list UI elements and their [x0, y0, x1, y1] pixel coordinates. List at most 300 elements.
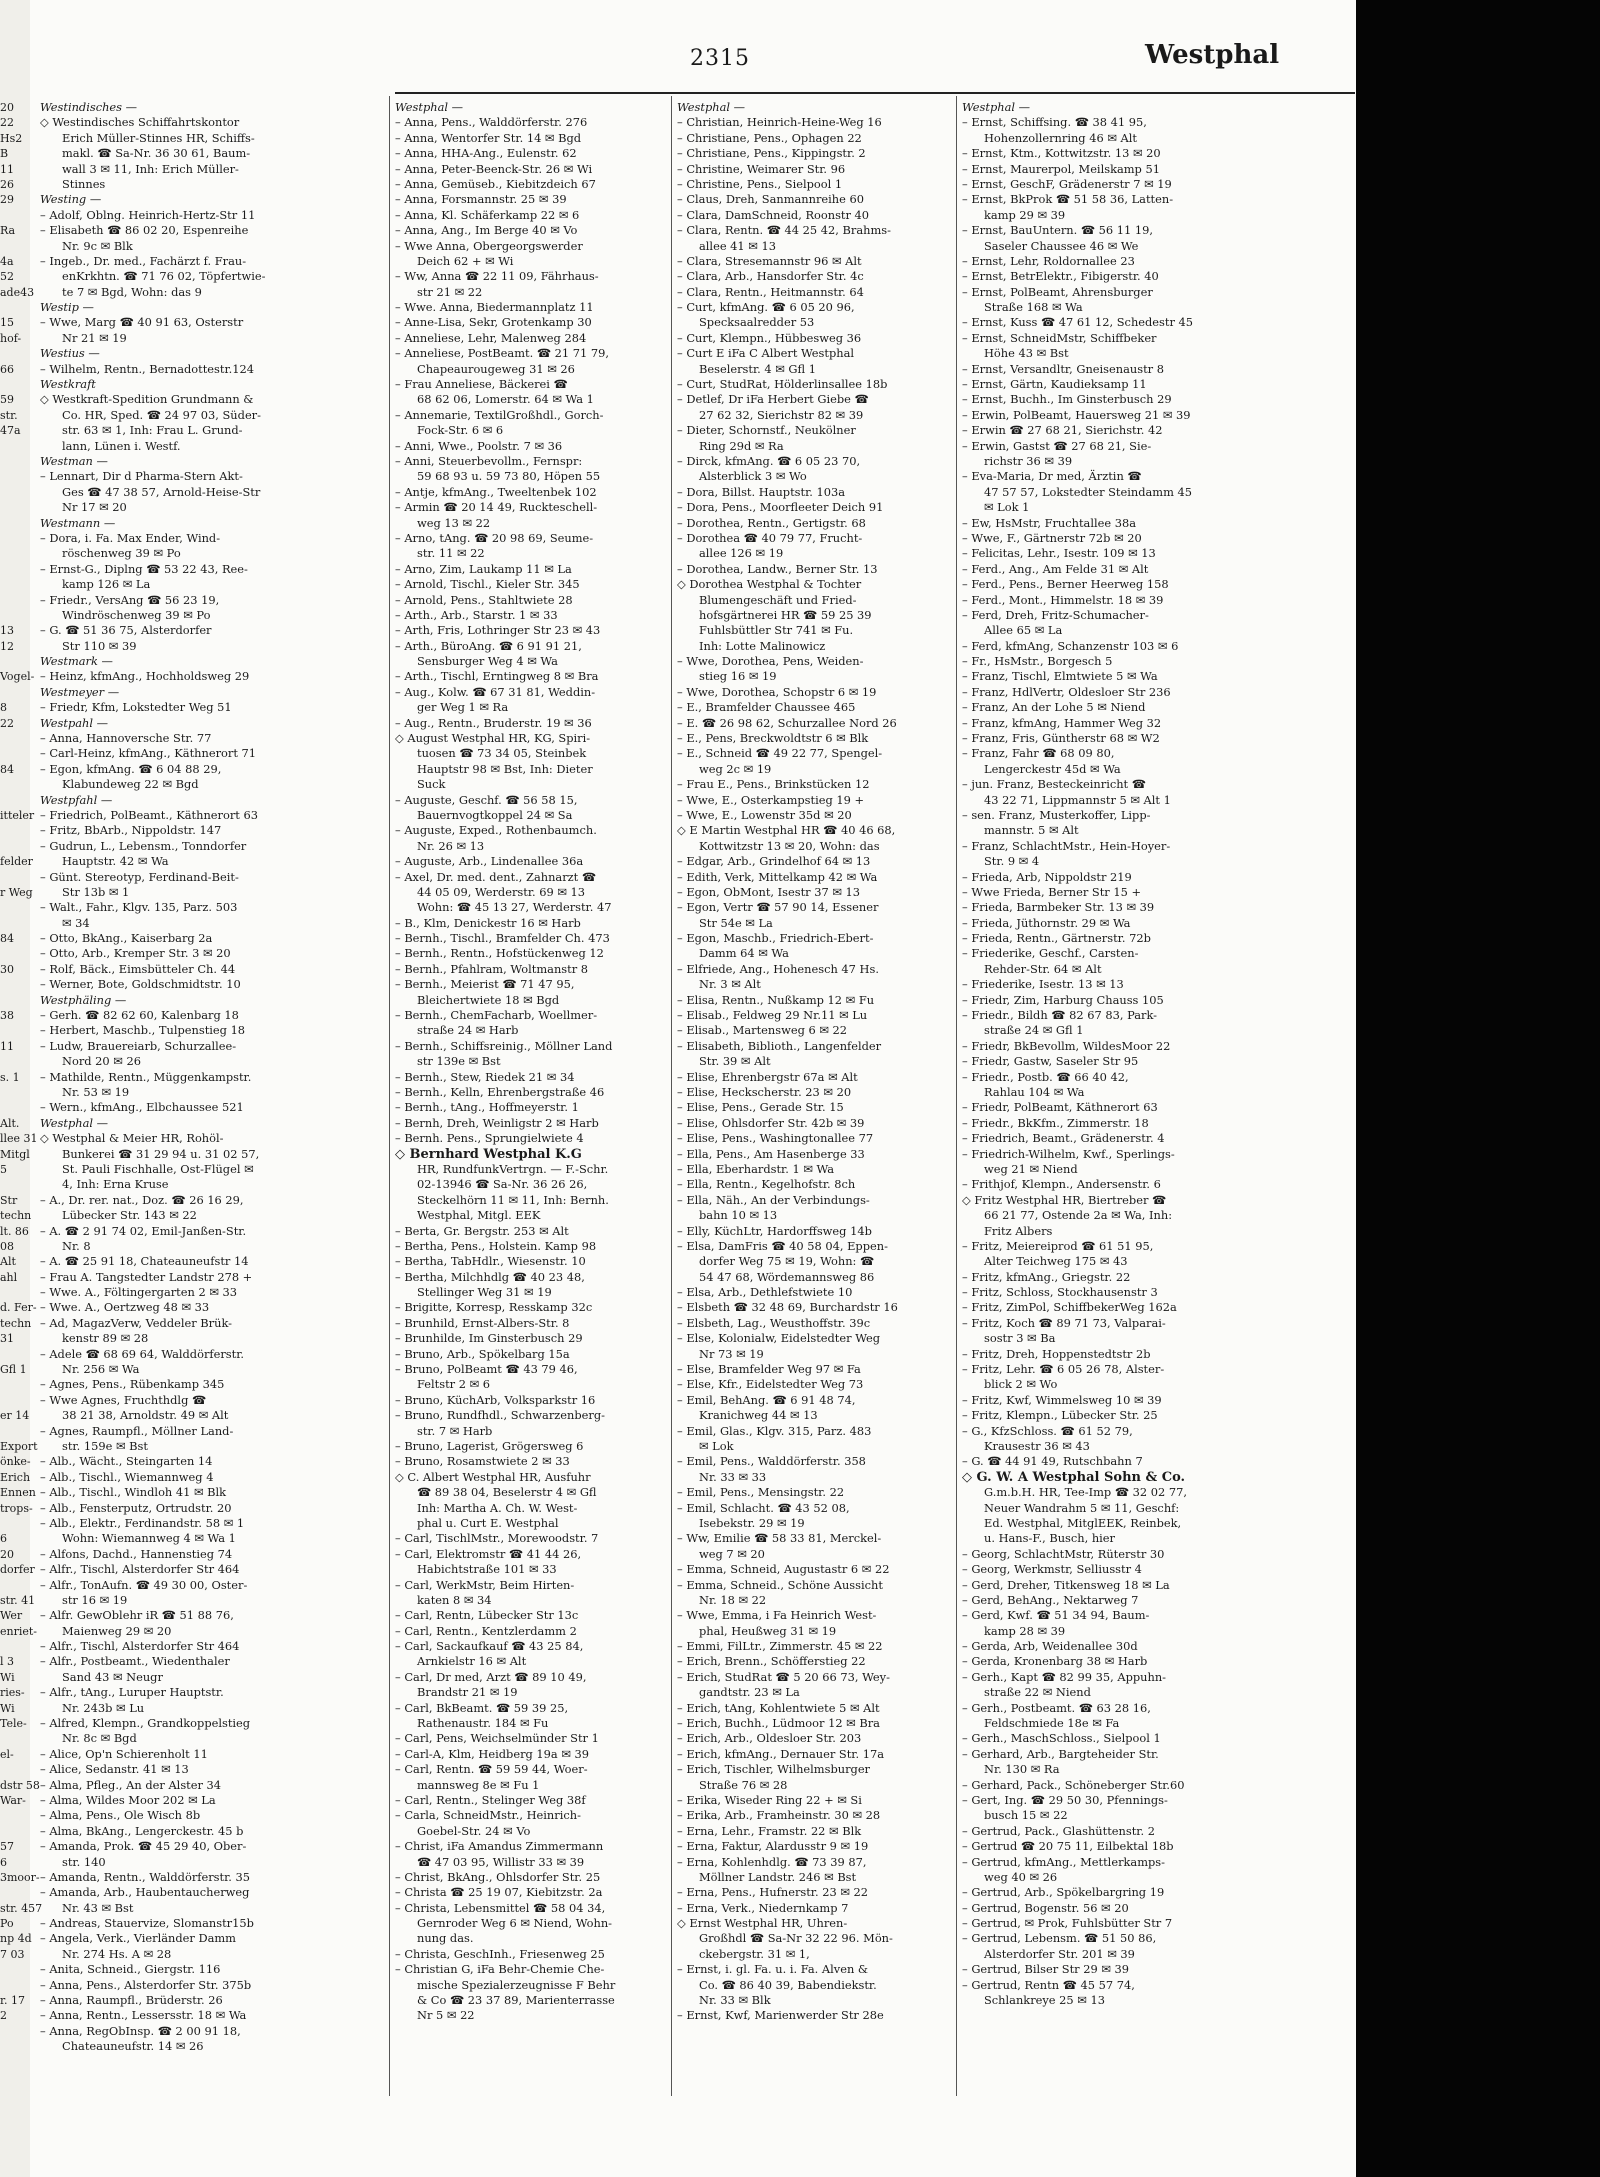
- directory-entry-line: – Christian G, iFa Behr-Chemie Che-: [395, 1962, 605, 1977]
- gutter-fragment: 4a: [0, 254, 14, 268]
- directory-entry-line: – A., Dr. rer. nat., Doz. ☎ 26 16 29,: [40, 1192, 244, 1207]
- directory-entry-line: phal, Heußweg 31 ✉ 19: [699, 1623, 837, 1638]
- directory-entry-line: Nr 21 ✉ 19: [62, 330, 127, 345]
- directory-entry-line: allee 126 ✉ 19: [699, 546, 784, 561]
- directory-entry-line: – Erich, Buchh., Lüdmoor 12 ✉ Bra: [677, 1716, 880, 1731]
- surname-heading: Westkraft: [40, 377, 96, 392]
- directory-entry-line: – Alfons, Dachd., Hannenstieg 74: [40, 1546, 233, 1561]
- directory-entry-line: – Else, Kolonialw, Eidelstedter Weg: [677, 1331, 880, 1346]
- directory-entry-line: – Ww, Emilie ☎ 58 33 81, Merckel-: [677, 1531, 882, 1546]
- directory-entry-line: – Bernh., Pfahlram, Woltmanstr 8: [395, 961, 589, 976]
- directory-entry-line: Straße 76 ✉ 28: [699, 1777, 788, 1792]
- gutter-fragment: Wer: [0, 1609, 23, 1623]
- directory-entry-line: – Erwin, PolBeamt, Hauersweg 21 ✉ 39: [962, 407, 1191, 422]
- directory-entry-line: – Fritz, BbArb., Nippoldstr. 147: [40, 823, 222, 838]
- directory-entry-line: – Bertha, TabHdlr., Wiesenstr. 10: [395, 1254, 586, 1269]
- surname-heading: Westius —: [40, 346, 100, 361]
- gutter-fragment: 3moor-: [0, 1870, 40, 1884]
- directory-entry-line: – Alb., Elektr., Ferdinandstr. 58 ✉ 1: [40, 1515, 245, 1530]
- directory-entry-line: – Carl, Rentn, Lübecker Str 13c: [395, 1608, 579, 1623]
- directory-entry-line: 4, Inh: Erna Kruse: [62, 1177, 169, 1192]
- surname-heading: Westman —: [40, 453, 108, 468]
- directory-entry-line: – Friedr, Gastw, Saseler Str 95: [962, 1054, 1139, 1069]
- directory-entry-line: – Ella, Rentn., Kegelhofstr. 8ch: [677, 1177, 856, 1192]
- gutter-fragment: [0, 793, 30, 808]
- directory-entry-line: – Alfr., tAng., Luruper Hauptstr.: [40, 1685, 224, 1700]
- directory-entry-line: – Wwe. A., Oertzweg 48 ✉ 33: [40, 1300, 210, 1315]
- directory-entry-line: Chateauneufstr. 14 ✉ 26: [62, 2039, 204, 2054]
- directory-entry-line: – Ferd., Ang., Am Felde 31 ✉ Alt: [962, 561, 1149, 576]
- surname-heading: Westmark —: [40, 654, 113, 669]
- gutter-fragment: 26: [0, 177, 14, 191]
- directory-entry-line: – Gudrun, L., Lebensm., Tonndorfer: [40, 838, 247, 853]
- directory-entry-line: – Dorothea, Landw., Berner Str. 13: [677, 561, 878, 576]
- scanner-background: [1356, 0, 1600, 2177]
- directory-entry-line: – Carl, Rentn., Kentzlerdamm 2: [395, 1623, 577, 1638]
- directory-entry-line: Nr. 26 ✉ 13: [417, 838, 485, 853]
- directory-entry-line: Nr. 8c ✉ Bgd: [62, 1731, 137, 1746]
- directory-entry-line: Goebel-Str. 24 ✉ Vo: [417, 1823, 531, 1838]
- directory-entry-line: ◇ Westindisches Schiffahrtskontor: [40, 115, 240, 130]
- directory-entry-line: – Anna, Pens., Walddörferstr. 276: [395, 115, 588, 130]
- directory-entry-line: – Werner, Bote, Goldschmidtstr. 10: [40, 977, 241, 992]
- column-divider: [389, 96, 390, 2096]
- directory-entry-line: Straße 168 ✉ Wa: [984, 300, 1083, 315]
- directory-entry-line: – Alma, Pens., Ole Wisch 8b: [40, 1808, 201, 1823]
- directory-entry-line: – Elisabeth ☎ 86 02 20, Espenreihe: [40, 223, 249, 238]
- directory-entry-line: Beselerstr. 4 ✉ Gfl 1: [699, 361, 816, 376]
- directory-entry-line: str. 11 ✉ 22: [417, 546, 485, 561]
- gutter-fragment: önke-: [0, 1455, 31, 1469]
- gutter-fragment: Wi: [0, 1670, 15, 1684]
- directory-entry-line: – Ernst, Kuss ☎ 47 61 12, Schedestr 45: [962, 315, 1194, 330]
- gutter-fragment: Vogel-: [0, 670, 35, 684]
- directory-entry-line: – Frau Anneliese, Bäckerei ☎: [395, 377, 568, 392]
- directory-entry-line: – Frau E., Pens., Brinkstücken 12: [677, 777, 870, 792]
- directory-entry-line: – Carl-Heinz, kfmAng., Käthnerort 71: [40, 746, 257, 761]
- directory-entry-line: – Alma, Pfleg., An der Alster 34: [40, 1777, 222, 1792]
- directory-entry-line: te 7 ✉ Bgd, Wohn: das 9: [62, 284, 202, 299]
- directory-entry-line: – Ernst, Gärtn, Kaudieksamp 11: [962, 377, 1147, 392]
- gutter-fragment: [0, 1377, 30, 1392]
- directory-entry-line: lann, Lünen i. Westf.: [62, 438, 181, 453]
- directory-entry-line: allee 41 ✉ 13: [699, 238, 776, 253]
- directory-entry-line: – G. ☎ 44 91 49, Rutschbahn 7: [962, 1454, 1143, 1469]
- directory-entry-line: Co. ☎ 86 40 39, Babendiekstr.: [699, 1977, 877, 1992]
- directory-entry-line: ger Weg 1 ✉ Ra: [417, 700, 509, 715]
- directory-entry-line: – Anneliese, Lehr, Malenweg 284: [395, 330, 587, 345]
- directory-entry-line: Rehder-Str. 64 ✉ Alt: [984, 961, 1102, 976]
- gutter-fragment: [0, 993, 30, 1008]
- directory-entry-line: weg 21 ✉ Niend: [984, 1161, 1078, 1176]
- directory-entry-line: ✉ Lok 1: [984, 500, 1030, 515]
- directory-entry-line: – Curt, Klempn., Hübbesweg 36: [677, 330, 862, 345]
- gutter-fragment: [0, 977, 30, 992]
- gutter-fragment: l 3: [0, 1655, 15, 1669]
- gutter-fragment: [0, 1023, 30, 1038]
- directory-entry-line: ckebergstr. 31 ✉ 1,: [699, 1946, 810, 1961]
- directory-entry-line: Neuer Wandrahm 5 ✉ 11, Geschf:: [984, 1500, 1180, 1515]
- directory-entry-line: Lengerckestr 45d ✉ Wa: [984, 761, 1121, 776]
- directory-entry-line: – Anita, Schneid., Giergstr. 116: [40, 1962, 221, 1977]
- directory-entry-line: hofsgärtnerei HR ☎ 59 25 39: [699, 607, 872, 622]
- directory-entry-line: – Christine, Weimarer Str. 96: [677, 161, 846, 176]
- directory-entry-line: – Clara, Rentn., Heitmannstr. 64: [677, 284, 864, 299]
- directory-entry-line: – Ernst, Versandltr, Gneisenaustr 8: [962, 361, 1164, 376]
- running-head: Westphal: [1145, 40, 1280, 70]
- directory-entry-line: Klabundeweg 22 ✉ Bgd: [62, 777, 199, 792]
- directory-entry-line: – G. ☎ 51 36 75, Alsterdorfer: [40, 623, 212, 638]
- directory-entry-line: – E., Pens, Breckwoldtstr 6 ✉ Blk: [677, 731, 869, 746]
- directory-entry-line: – Franz, An der Lohe 5 ✉ Niend: [962, 700, 1146, 715]
- directory-entry-line: – Gerh., Kapt ☎ 82 99 35, Appuhn-: [962, 1669, 1167, 1684]
- gutter-fragment: [0, 593, 30, 608]
- surname-heading: Westphal —: [962, 100, 1031, 114]
- directory-entry-line: – G., KfzSchloss. ☎ 61 52 79,: [962, 1423, 1133, 1438]
- directory-entry-line: Stellinger Weg 31 ✉ 19: [417, 1285, 552, 1300]
- gutter-fragment: s. 1: [0, 1070, 20, 1084]
- directory-entry-line: – Wwe Anna, Obergeorgswerder: [395, 238, 583, 253]
- directory-entry-line: Str 54e ✉ La: [699, 915, 773, 930]
- directory-entry-line: Möllner Landstr. 246 ✉ Bst: [699, 1869, 857, 1884]
- directory-entry-line: – Gertrud, Arb., Spökelbargring 19: [962, 1885, 1165, 1900]
- directory-entry-line: str. 7 ✉ Harb: [417, 1423, 493, 1438]
- directory-entry-line: – Carl-A, Klm, Heidberg 19a ✉ 39: [395, 1746, 589, 1761]
- directory-entry-line: – Friedrich, PolBeamt., Käthnerort 63: [40, 807, 258, 822]
- directory-entry-line: – Alfred, Klempn., Grandkoppelstieg: [40, 1716, 251, 1731]
- gutter-fragment: [0, 469, 30, 484]
- directory-entry-line: str 139e ✉ Bst: [417, 1054, 501, 1069]
- column-2: [395, 100, 670, 2024]
- directory-entry-line: – Emma, Schneid, Augustastr 6 ✉ 22: [677, 1562, 890, 1577]
- directory-entry-line: St. Pauli Fischhalle, Ost-Flügel ✉: [62, 1161, 254, 1176]
- directory-entry-line: – Erich, kfmAng., Dernauer Str. 17a: [677, 1746, 884, 1761]
- directory-entry-line: – Otto, BkAng., Kaiserbarg 2a: [40, 931, 213, 946]
- directory-entry-line: – Gertrud, Bilser Str 29 ✉ 39: [962, 1962, 1130, 1977]
- surname-heading: Westindisches —: [40, 100, 138, 114]
- directory-entry-line: – Auguste, Geschf. ☎ 56 58 15,: [395, 792, 578, 807]
- gutter-fragment: [0, 1639, 30, 1654]
- gutter-fragment: [0, 577, 30, 592]
- directory-entry-line: – Carl, BkBeamt. ☎ 59 39 25,: [395, 1700, 569, 1715]
- directory-entry-line: weg 40 ✉ 26: [984, 1869, 1058, 1884]
- surname-heading: Westmeyer —: [40, 684, 120, 699]
- directory-entry-line: – Carl, WerkMstr, Beim Hirten-: [395, 1577, 575, 1592]
- directory-entry-line: mische Spezialerzeugnisse F Behr: [417, 1977, 616, 1992]
- gutter-fragment: enriet-: [0, 1624, 38, 1638]
- directory-entry-line: busch 15 ✉ 22: [984, 1808, 1068, 1823]
- directory-entry-line: – Ernst, PolBeamt, Ahrensburger: [962, 284, 1153, 299]
- directory-entry-line: weg 7 ✉ 20: [699, 1546, 765, 1561]
- directory-entry-line: Rathenaustr. 184 ✉ Fu: [417, 1716, 549, 1731]
- directory-entry-line: – Ernst, Schiffsing. ☎ 38 41 95,: [962, 115, 1147, 130]
- directory-entry-line: – Bruno, KüchArb, Volksparkstr 16: [395, 1392, 596, 1407]
- directory-entry-line: – Erich, Tischler, Wilhelmsburger: [677, 1762, 871, 1777]
- directory-entry-line: – Arno, tAng. ☎ 20 98 69, Seume-: [395, 530, 594, 545]
- gutter-fragment: 08: [0, 1239, 14, 1253]
- gutter-fragment: ries-: [0, 1686, 25, 1700]
- surname-heading: Westmann —: [40, 515, 116, 530]
- gutter-fragment: [0, 454, 30, 469]
- directory-entry-line: weg 2c ✉ 19: [699, 761, 772, 776]
- directory-entry-line: Wohn: ☎ 45 13 27, Werderstr. 47: [417, 900, 612, 915]
- directory-entry-line: – Anna, Ang., Im Berge 40 ✉ Vo: [395, 223, 578, 238]
- directory-entry-line: – Ernst, BkProk ☎ 51 58 36, Latten-: [962, 192, 1174, 207]
- directory-entry-line: – Gertrud, ✉ Prok, Fuhlsbütter Str 7: [962, 1916, 1173, 1931]
- directory-entry-line: – Anna, Kl. Schäferkamp 22 ✉ 6: [395, 207, 580, 222]
- directory-entry-line: Bleichertwiete 18 ✉ Bgd: [417, 992, 560, 1007]
- directory-entry-line: – Ernst, Ktm., Kottwitzstr. 13 ✉ 20: [962, 146, 1161, 161]
- gutter-fragment: [0, 1824, 30, 1839]
- directory-entry-line: – Alice, Sedanstr. 41 ✉ 13: [40, 1762, 189, 1777]
- directory-entry-line: – Ernst, Buchh., Im Ginsterbusch 29: [962, 392, 1172, 407]
- directory-entry-line: – Emil, Pens., Walddörferstr. 358: [677, 1454, 866, 1469]
- directory-entry-line: G.m.b.H. HR, Tee-Imp ☎ 32 02 77,: [984, 1485, 1187, 1500]
- directory-entry-line: dorfer Weg 75 ✉ 19, Wohn: ☎: [699, 1254, 875, 1269]
- gutter-fragment: techn: [0, 1209, 32, 1223]
- directory-entry-line: – Axel, Dr. med. dent., Zahnarzt ☎: [395, 869, 597, 884]
- directory-entry-line: – Carl, Sackaufkauf ☎ 43 25 84,: [395, 1639, 584, 1654]
- directory-entry-line: – Emil, Glas., Klgv. 315, Parz. 483: [677, 1423, 872, 1438]
- directory-entry-line: – Ingeb., Dr. med., Fachärzt f. Frau-: [40, 253, 247, 268]
- directory-entry-line: – sen. Franz, Musterkoffer, Lipp-: [962, 807, 1151, 822]
- gutter-fragment: Alt: [0, 1255, 16, 1269]
- gutter-fragment: 13: [0, 624, 14, 638]
- directory-entry-line: Hauptstr 98 ✉ Bst, Inh: Dieter: [417, 761, 593, 776]
- gutter-fragment: [0, 377, 30, 392]
- gutter-fragment: [0, 1347, 30, 1362]
- gutter-fragment: Mitgl: [0, 1147, 30, 1161]
- directory-entry-line: str. 159e ✉ Bst: [62, 1438, 148, 1453]
- gutter-fragment: B: [0, 147, 9, 161]
- directory-entry-line: – Arth., Tischl, Erntingweg 8 ✉ Bra: [395, 669, 599, 684]
- gutter-fragment: 6: [0, 1532, 7, 1546]
- directory-entry-line: Blumengeschäft und Fried-: [699, 592, 857, 607]
- directory-entry-line: – Friedr, Kfm, Lokstedter Weg 51: [40, 700, 232, 715]
- gutter-fragment: Ra: [0, 224, 16, 238]
- directory-entry-line: – Carl, Elektromstr ☎ 41 44 26,: [395, 1546, 582, 1561]
- directory-entry-line: – Christian, Heinrich-Heine-Weg 16: [677, 115, 882, 130]
- directory-entry-line: kamp 28 ✉ 39: [984, 1623, 1066, 1638]
- gutter-fragment: 15: [0, 316, 14, 330]
- directory-entry-line: – Elise, Heckscherstr. 23 ✉ 20: [677, 1085, 852, 1099]
- directory-entry-line: – Egon, ObMont, Isestr 37 ✉ 13: [677, 884, 861, 899]
- directory-entry-line: – Fritz, Klempn., Lübecker Str. 25: [962, 1408, 1158, 1423]
- directory-entry-line: Saseler Chaussee 46 ✉ We: [984, 238, 1139, 253]
- directory-entry-line: – Erika, Arb., Framheinstr. 30 ✉ 28: [677, 1808, 881, 1823]
- gutter-fragment: ade43: [0, 285, 35, 299]
- directory-entry-line: 43 22 71, Lippmannstr 5 ✉ Alt 1: [984, 792, 1171, 807]
- gutter-fragment: [0, 746, 30, 761]
- directory-entry-line: – Ella, Pens., Am Hasenberge 33: [677, 1146, 865, 1161]
- directory-entry-line: – Ferd, kfmAng, Schanzenstr 103 ✉ 6: [962, 638, 1179, 653]
- directory-entry-line: – Emil, BehAng. ☎ 6 91 48 74,: [677, 1392, 856, 1407]
- directory-entry-line: Ges ☎ 47 38 57, Arnold-Heise-Str: [62, 484, 261, 499]
- directory-entry-line: – B., Klm, Denickestr 16 ✉ Harb: [395, 915, 581, 930]
- directory-entry-line: bahn 10 ✉ 13: [699, 1208, 778, 1223]
- gutter-fragment: ahl: [0, 1270, 18, 1284]
- directory-entry-line: – Friedrich, Beamt., Grädenerstr. 4: [962, 1131, 1165, 1146]
- directory-entry-line: – Frieda, Rentn., Gärtnerstr. 72b: [962, 931, 1151, 946]
- directory-entry-line: – Frau A. Tangstedter Landstr 278 +: [40, 1269, 253, 1284]
- gutter-fragment: 6: [0, 1855, 7, 1869]
- gutter-fragment: [0, 900, 30, 915]
- gutter-fragment: lt. 86: [0, 1224, 29, 1238]
- directory-entry-line: – Elise, Ehrenbergstr 67a ✉ Alt: [677, 1069, 858, 1084]
- directory-entry-line: ☎ 89 38 04, Beselerstr 4 ✉ Gfl: [417, 1485, 597, 1500]
- directory-entry-line: ◇ Westphal & Meier HR, Rohöl-: [40, 1131, 224, 1146]
- directory-entry-line: – Erna, Kohlenhdlg. ☎ 73 39 87,: [677, 1854, 867, 1869]
- column-divider: [671, 96, 672, 2096]
- directory-entry-line: u. Hans-F., Busch, hier: [984, 1531, 1115, 1546]
- directory-entry-line: – Wern., kfmAng., Elbchaussee 521: [40, 1100, 244, 1115]
- gutter-fragment: np 4d: [0, 1932, 32, 1946]
- column-4: [962, 100, 1252, 2008]
- directory-entry-line: enKrkhtn. ☎ 71 76 02, Töpfertwie-: [62, 269, 266, 284]
- directory-entry-line: – Anna, Wentorfer Str. 14 ✉ Bgd: [395, 130, 582, 145]
- directory-entry-line: Nr. 53 ✉ 19: [62, 1085, 130, 1099]
- directory-entry-line: – Fritz, Dreh, Hoppenstedtstr 2b: [962, 1346, 1151, 1361]
- surname-heading: Westphal —: [677, 100, 746, 114]
- directory-entry-line: Steckelhörn 11 ✉ 11, Inh: Bernh.: [417, 1192, 609, 1207]
- directory-entry-line: – Gerd, Kwf. ☎ 51 34 94, Baum-: [962, 1608, 1150, 1623]
- directory-entry-line: – Wwe, Dorothea, Schopstr 6 ✉ 19: [677, 684, 877, 699]
- directory-entry-line: Nr 5 ✉ 22: [417, 2008, 475, 2023]
- gutter-fragment: 22: [0, 116, 14, 130]
- gutter-fragment: 84: [0, 932, 14, 946]
- directory-entry-line: str 21 ✉ 22: [417, 284, 483, 299]
- directory-entry-line: – Alfr., Tischl, Alsterdorfer Str 464: [40, 1639, 240, 1654]
- gutter-fragment: 22: [0, 716, 14, 730]
- directory-entry-line: – Carla, SchneidMstr., Heinrich-: [395, 1808, 581, 1823]
- gutter-fragment: [0, 1424, 30, 1439]
- directory-entry-line: – Franz, HdlVertr, Oldesloer Str 236: [962, 684, 1171, 699]
- directory-entry-line: – Elsbeth ☎ 32 48 69, Burchardstr 16: [677, 1300, 898, 1315]
- directory-entry-line: – Egon, Maschb., Friedrich-Ebert-: [677, 931, 874, 946]
- directory-entry-line: – Clara, DamSchneid, Roonstr 40: [677, 207, 870, 222]
- gutter-fragment: er 14: [0, 1409, 30, 1423]
- directory-entry-line: 44 05 09, Werderstr. 69 ✉ 13: [417, 884, 586, 899]
- directory-entry-line: – Anna, Rentn., Lessersstr. 18 ✉ Wa: [40, 2008, 247, 2023]
- directory-entry-line: – Anna, RegObInsp. ☎ 2 00 91 18,: [40, 2023, 241, 2038]
- directory-entry-line: – Alfr., TonAufn. ☎ 49 30 00, Oster-: [40, 1577, 248, 1592]
- directory-entry-line: straße 22 ✉ Niend: [984, 1685, 1091, 1700]
- directory-entry-line: ◇ August Westphal HR, KG, Spiri-: [395, 731, 591, 746]
- directory-entry-line: – Fritz, Lehr. ☎ 6 05 26 78, Alster-: [962, 1362, 1165, 1377]
- directory-entry-line: stieg 16 ✉ 19: [699, 669, 777, 684]
- directory-entry-line: – Friederike, Geschf., Carsten-: [962, 946, 1139, 961]
- directory-entry-line: – Gerd, BehAng., Nektarweg 7: [962, 1592, 1139, 1607]
- gutter-fragment: Erich: [0, 1470, 31, 1484]
- directory-entry-line: – Franz, Fris, Güntherstr 68 ✉ W2: [962, 731, 1160, 746]
- directory-entry-line: – Ernst, Maurerpol, Meilskamp 51: [962, 161, 1160, 176]
- gutter-fragment: r. 17: [0, 1994, 26, 2008]
- gutter-fragment: llee 31: [0, 1132, 38, 1146]
- directory-entry-line: – Ad, MagazVerw, Veddeler Brük-: [40, 1315, 233, 1330]
- gutter-fragment: r Weg: [0, 885, 33, 899]
- directory-entry-line: wall 3 ✉ 11, Inh: Erich Müller-: [62, 161, 239, 176]
- directory-entry-line: Allee 65 ✉ La: [984, 623, 1063, 638]
- directory-entry-line: – Edith, Verk, Mittelkamp 42 ✉ Wa: [677, 869, 878, 884]
- gutter-fragment: [0, 1731, 30, 1746]
- gutter-fragment: [0, 1762, 30, 1777]
- directory-entry-line: – Arth, Fris, Lothringer Str 23 ✉ 43: [395, 623, 601, 638]
- directory-entry-line: – Amanda, Prok. ☎ 45 29 40, Ober-: [40, 1839, 247, 1854]
- directory-entry-line: kamp 126 ✉ La: [62, 577, 151, 592]
- directory-entry-line: ◇ G. W. A Westphal Sohn & Co.: [962, 1469, 1186, 1485]
- directory-entry-line: – Emil, Schlacht. ☎ 43 52 08,: [677, 1500, 850, 1515]
- directory-entry-line: – Emmi, FilLtr., Zimmerstr. 45 ✉ 22: [677, 1639, 883, 1654]
- directory-entry-line: – Franz, SchlachtMstr., Hein-Hoyer-: [962, 838, 1171, 853]
- surname-heading: Westphal —: [395, 100, 464, 114]
- gutter-fragment: 2: [0, 2009, 7, 2023]
- directory-entry-line: – Anneliese, PostBeamt. ☎ 21 71 79,: [395, 346, 609, 361]
- gutter-fragment: felder: [0, 855, 33, 869]
- directory-entry-line: – Erna, Pens., Hufnerstr. 23 ✉ 22: [677, 1885, 869, 1900]
- gutter-fragment: itteler: [0, 808, 35, 822]
- directory-entry-line: Specksaalredder 53: [699, 315, 815, 330]
- directory-entry-line: – Carl, Pens, Weichselmünder Str 1: [395, 1731, 599, 1746]
- gutter-fragment: dstr 58: [0, 1778, 40, 1792]
- directory-entry-line: – Wilhelm, Rentn., Bernadottestr.124: [40, 361, 255, 376]
- directory-entry-line: weg 13 ✉ 22: [417, 515, 491, 530]
- directory-entry-line: 54 47 68, Wördemannsweg 86: [699, 1269, 875, 1284]
- directory-entry-line: – Clara, Stresemannstr 96 ✉ Alt: [677, 253, 862, 268]
- directory-entry-line: Str. 9 ✉ 4: [984, 854, 1040, 869]
- directory-entry-line: – Curt, StudRat, Hölderlinsallee 18b: [677, 377, 888, 392]
- directory-entry-line: Fuhlsbüttler Str 741 ✉ Fu.: [699, 623, 854, 638]
- directory-entry-line: str 16 ✉ 19: [62, 1592, 128, 1607]
- directory-entry-line: Krausestr 36 ✉ 43: [984, 1438, 1090, 1453]
- directory-entry-line: – Bruno, PolBeamt ☎ 43 79 46,: [395, 1362, 578, 1377]
- directory-entry-line: – Mathilde, Rentn., Müggenkampstr.: [40, 1069, 252, 1084]
- directory-entry-line: – Alb., Wächt., Steingarten 14: [40, 1454, 213, 1469]
- directory-entry-line: – Adele ☎ 68 69 64, Walddörferstr.: [40, 1346, 245, 1361]
- directory-entry-line: – Erwin ☎ 27 68 21, Sierichstr. 42: [962, 423, 1163, 438]
- directory-entry-line: – Alma, BkAng., Lengerckestr. 45 b: [40, 1823, 244, 1838]
- directory-entry-line: Alsterdorfer Str. 201 ✉ 39: [984, 1946, 1135, 1961]
- directory-entry-line: str. 140: [62, 1854, 106, 1869]
- header-rule: [395, 92, 1355, 94]
- directory-entry-line: röschenweg 39 ✉ Po: [62, 546, 181, 561]
- directory-entry-line: – Christa, Lebensmittel ☎ 58 04 34,: [395, 1900, 606, 1915]
- gutter-fragment: [0, 654, 30, 669]
- directory-entry-line: – Alma, Wildes Moor 202 ✉ La: [40, 1792, 216, 1807]
- directory-entry-line: – Armin ☎ 20 14 49, Ruckteschell-: [395, 500, 598, 515]
- directory-entry-line: – Anna, Pens., Alsterdorfer Str. 375b: [40, 1977, 252, 1992]
- directory-entry-line: Sensburger Weg 4 ✉ Wa: [417, 654, 558, 669]
- directory-entry-line: – Bernh., Tischl., Bramfelder Ch. 473: [395, 931, 610, 946]
- directory-entry-line: – Gertrud, Lebensm. ☎ 51 50 86,: [962, 1931, 1157, 1946]
- gutter-fragment: [0, 1578, 30, 1593]
- directory-entry-line: – Alb., Tischl., Windloh 41 ✉ Blk: [40, 1485, 227, 1500]
- directory-entry-line: – Clara, Arb., Hansdorfer Str. 4c: [677, 269, 864, 284]
- gutter-fragment: 57: [0, 1840, 14, 1854]
- directory-entry-line: – Christiane, Pens., Ophagen 22: [677, 130, 862, 145]
- directory-entry-line: – Elsbeth, Lag., Weusthoffstr. 39c: [677, 1315, 871, 1330]
- directory-entry-line: – Franz, Tischl, Elmtwiete 5 ✉ Wa: [962, 669, 1158, 684]
- directory-entry-line: Inh: Lotte Malinowicz: [699, 638, 826, 653]
- gutter-fragment: trops-: [0, 1501, 33, 1515]
- directory-entry-line: Chapeaurougeweg 31 ✉ 26: [417, 361, 575, 376]
- gutter-fragment: str.: [0, 408, 18, 422]
- directory-entry-line: – Anna, HHA-Ang., Eulenstr. 62: [395, 146, 577, 161]
- directory-entry-line: – Fr., HsMstr., Borgesch 5: [962, 654, 1113, 669]
- directory-entry-line: – Arnold, Tischl., Kieler Str. 345: [395, 577, 580, 592]
- gutter-fragment: 30: [0, 962, 14, 976]
- gutter-fragment: [0, 1516, 30, 1531]
- directory-entry-line: – Rolf, Bäck., Eimsbütteler Ch. 44: [40, 961, 236, 976]
